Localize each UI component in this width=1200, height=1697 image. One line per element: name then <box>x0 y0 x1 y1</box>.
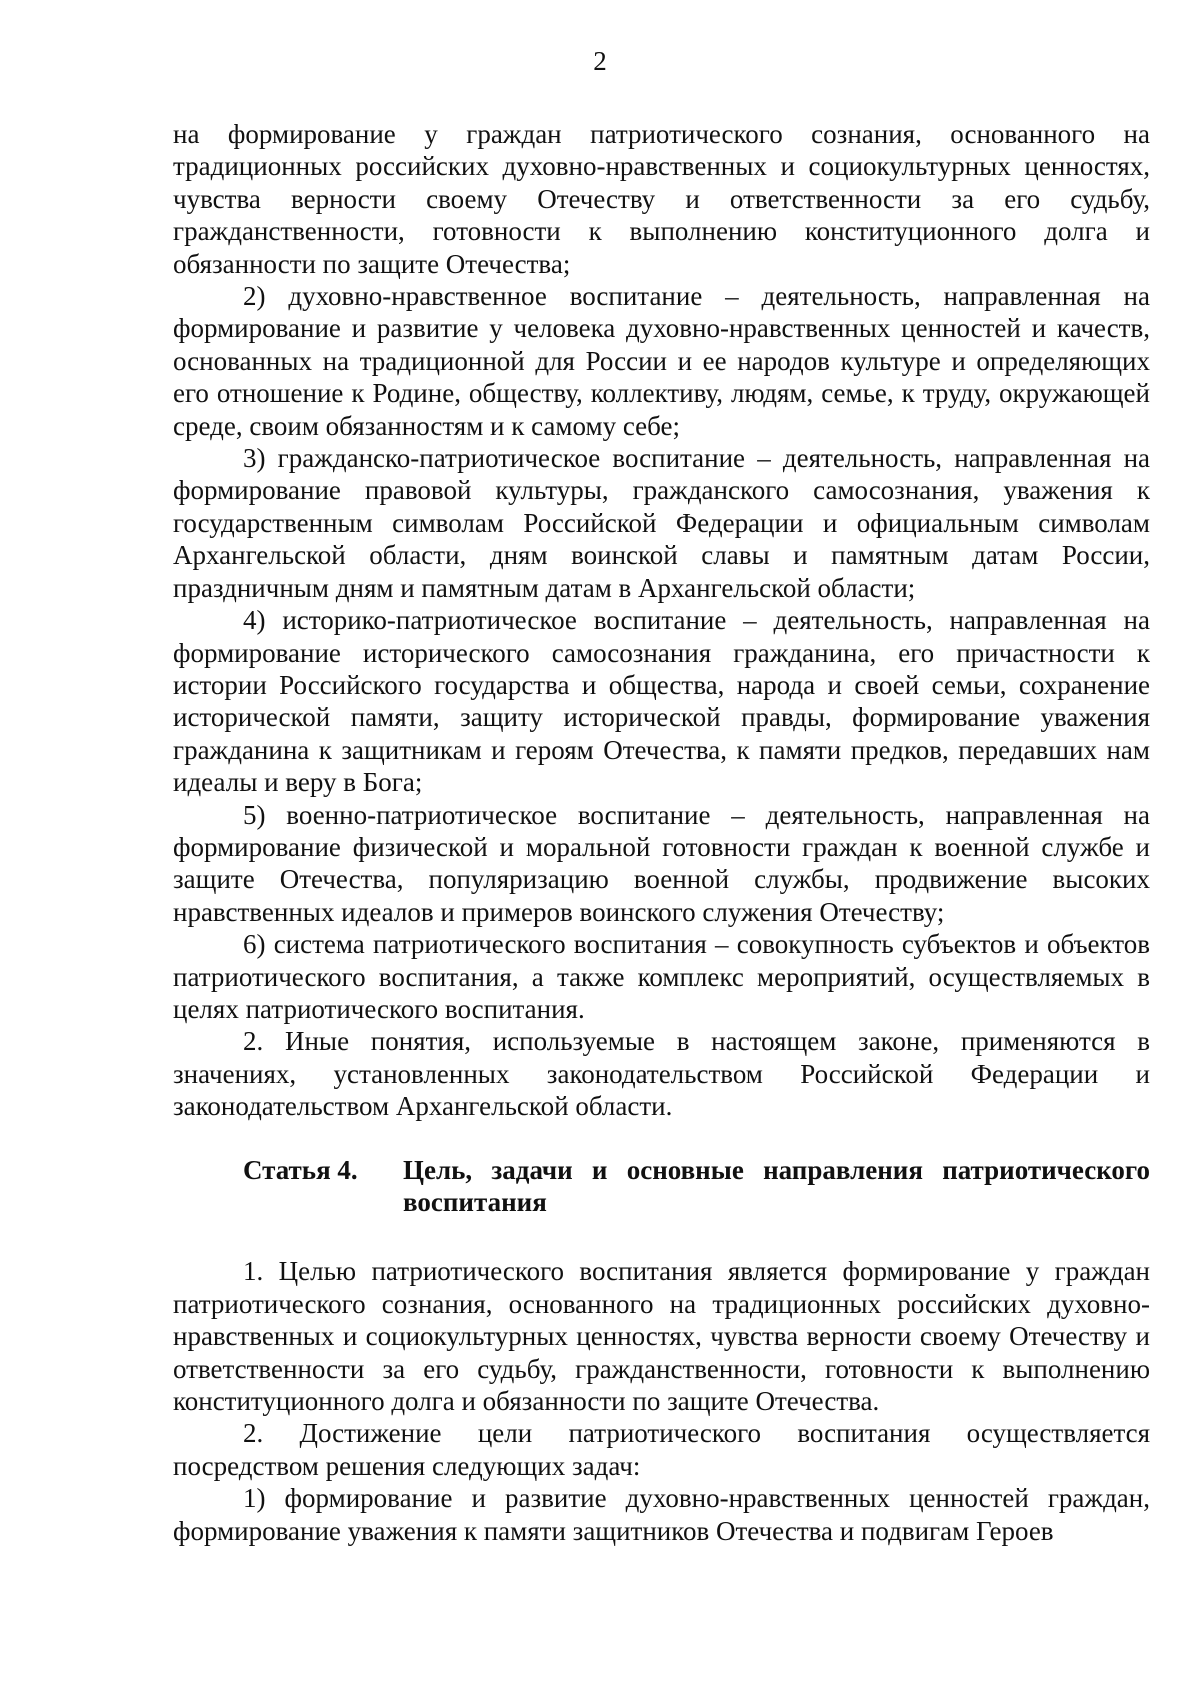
paragraph-item-4: 4) историко-патриотическое воспитание – деятельность, направленная на формирование исторического самосознания гражданина, его причастности к истории Российского государства и общества, народа и своей семьи, сохранение исторической памяти, защиту исторической правды, формирование уважения гражданина к защитникам и героям Отечества, к памяти предков, передавших нам идеалы и веру в Бога; <box>173 605 1150 798</box>
article-heading <box>173 1154 1150 1219</box>
paragraph-item-5: 5) военно-патриотическое воспитание – деятельность, направленная на формирование физической и моральной готовности граждан к военной службе и защите Отечества, популяризацию военной службы, продвижение высоких нравственных идеалов и примеров воинского служения Отечеству; <box>173 799 1150 927</box>
paragraph-continuation: на формирование у граждан патриотического сознания, основанного на традиционных российских духовно-нравственных и социокультурных ценностях, чувства верности своему Отечеству и ответственности за его судьбу, гражданственности, готовности к выполнению конституционного долга и обязанности по защите Отечества; <box>173 119 1150 279</box>
article-title: Цель, задачи и основные направления патриотического воспитания <box>403 1154 1150 1217</box>
document-body <box>173 118 1150 1547</box>
article-number: Статья 4. <box>243 1154 358 1185</box>
paragraph-other-terms: 2. Иные понятия, используемые в настоящем законе, применяются в значениях, установленных законодательством Российской Федерации и законодательством Архангельской области. <box>173 1026 1150 1122</box>
paragraph-item-2: 2) духовно-нравственное воспитание – деятельность, направленная на формирование и развитие у человека духовно-нравственных ценностей и качеств, основанных на традиционной для России и ее народов культуре и определяющих его отношение к Родине, обществу, коллективу, людям, семье, к труду, окружающей среде, своим обязанностям и к самому себе; <box>173 281 1150 441</box>
page-number: 2 <box>593 46 607 76</box>
paragraph-tasks-intro: 2. Достижение цели патриотического воспитания осуществляется посредством решения следующих задач: <box>173 1418 1150 1481</box>
paragraph-task-1: 1) формирование и развитие духовно-нравственных ценностей граждан, формирование уважения к памяти защитников Отечества и подвигам Героев <box>173 1483 1150 1546</box>
paragraph-item-6: 6) система патриотического воспитания – совокупность субъектов и объектов патриотического воспитания, а также комплекс мероприятий, осуществляемых в целях патриотического воспитания. <box>173 929 1150 1024</box>
paragraph-item-3: 3) гражданско-патриотическое воспитание – деятельность, направленная на формирование правовой культуры, гражданского самосознания, уважения к государственным символам Российской Федерации и официальным символам Архангельской области, дням воинской славы и памятным датам России, праздничным дням и памятным датам в Архангельской области; <box>173 443 1150 603</box>
paragraph-goal: 1. Целью патриотического воспитания является формирование у граждан патриотического сознания, основанного на традиционных российских духовно-нравственных и социокультурных ценностях, чувства верности своему Отечеству и ответственности за его судьбу, гражданственности, готовности к выполнению конституционного долга и обязанности по защите Отечества. <box>173 1256 1150 1417</box>
